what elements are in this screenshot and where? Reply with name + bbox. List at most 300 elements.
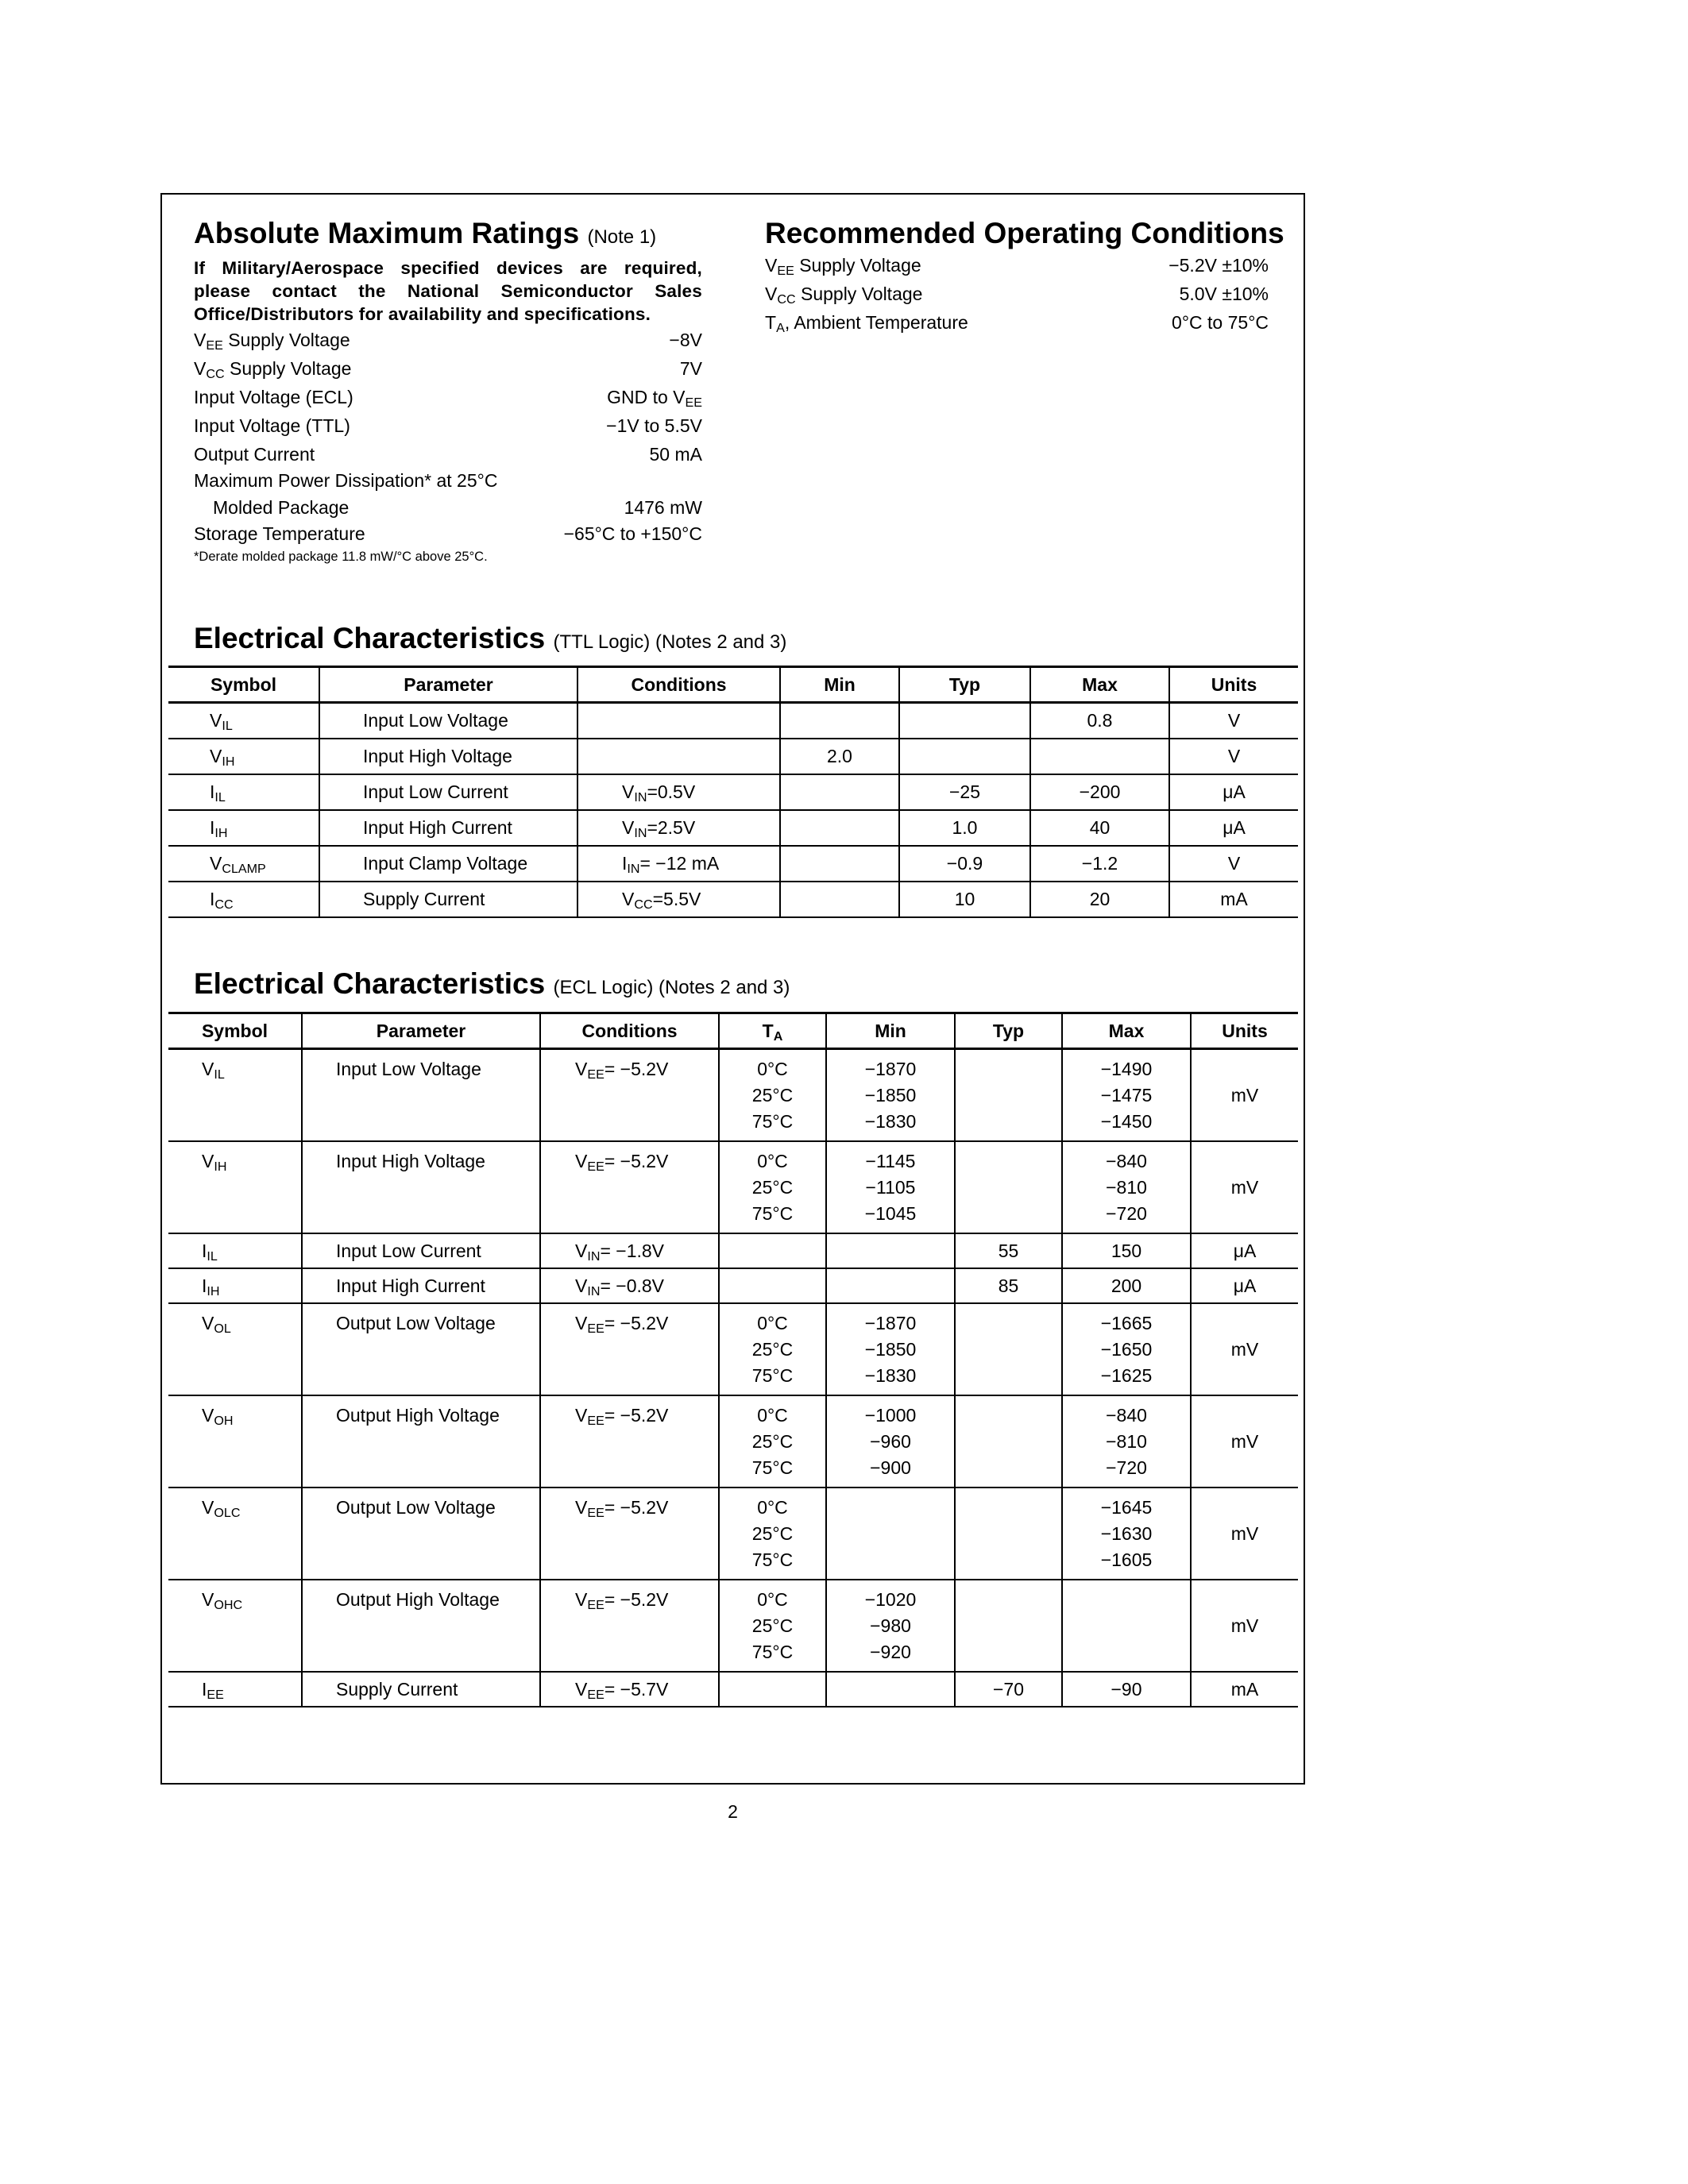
max-value: −1645: [1100, 1497, 1153, 1518]
conditions-cell: [540, 1049, 719, 1142]
table-row: [168, 1672, 1298, 1707]
table-row: [168, 1580, 1298, 1672]
typ-cell: [955, 1580, 1062, 1672]
abs-label-text: Input Voltage (ECL): [194, 387, 353, 407]
rec-op-label: [765, 308, 968, 337]
ttl-characteristics-table: [168, 666, 1298, 918]
cond-sub: IN: [587, 1248, 601, 1264]
min-value: −1145: [865, 1151, 916, 1171]
column-header: [540, 1013, 719, 1049]
ta-value: 25°C: [751, 1177, 794, 1198]
units-cell: μA: [1191, 1233, 1298, 1268]
typ-cell: [899, 703, 1030, 739]
max-cell: [1062, 1580, 1191, 1672]
min-cell: 2.0: [780, 739, 899, 774]
header-text: Conditions: [581, 1020, 678, 1041]
symbol-sub: CLAMP: [222, 862, 266, 876]
rec-label-rest: Supply Voltage: [795, 284, 923, 304]
rec-label-text: V: [765, 255, 778, 276]
cond-rest: =0.5V: [647, 781, 696, 802]
typ-cell: [955, 1672, 1062, 1707]
min-value: −1045: [864, 1203, 917, 1224]
parameter-cell: Output Low Voltage: [302, 1488, 540, 1580]
table-row: [168, 1049, 1298, 1142]
min-value: −1850: [864, 1339, 917, 1360]
parameter-cell: Supply Current: [319, 882, 577, 917]
cond-text: V: [575, 1059, 588, 1079]
abs-value-text: −1V to 5.5V: [606, 415, 702, 436]
ta-value: 0°C: [757, 1589, 788, 1610]
min-cell: [780, 846, 899, 882]
cond-text: I: [622, 853, 628, 874]
cond-sub: IN: [587, 1283, 601, 1298]
symbol-cell: [168, 1303, 302, 1395]
min-value: [827, 1238, 954, 1264]
max-value: −1625: [1100, 1365, 1153, 1386]
rec-op-label: [765, 280, 922, 308]
symbol-cell: [168, 1049, 302, 1142]
min-cell: [826, 1488, 955, 1580]
units-cell: mV: [1191, 1141, 1298, 1233]
typ-value: [956, 1613, 1061, 1639]
abs-max-label: [194, 383, 353, 411]
abs-max-value: [606, 411, 702, 440]
conditions-cell: [540, 1141, 719, 1233]
units-cell: V: [1169, 739, 1298, 774]
abs-max-value: [669, 326, 702, 354]
symbol-cell: [168, 1580, 302, 1672]
absolute-maximum-ratings: [194, 216, 702, 565]
conditions-cell: [540, 1395, 719, 1488]
symbol-sub: OH: [214, 1414, 234, 1428]
table-row: [168, 810, 1298, 846]
cond-text: V: [622, 817, 635, 838]
symbol-sub: IL: [207, 1248, 218, 1264]
max-value: −1475: [1100, 1085, 1153, 1106]
conditions-cell: [540, 1580, 719, 1672]
cond-sub: EE: [587, 1414, 605, 1428]
table-row: [168, 774, 1298, 810]
cond-text: V: [575, 1275, 588, 1296]
symbol-sub: EE: [207, 1687, 224, 1702]
abs-max-label: [194, 326, 350, 354]
typ-cell: [955, 1141, 1062, 1233]
typ-cell: [955, 1233, 1062, 1268]
max-cell: 40: [1030, 810, 1169, 846]
symbol-sub: IL: [214, 1067, 225, 1082]
symbol-cell: [168, 1141, 302, 1233]
min-value: −1850: [864, 1085, 917, 1106]
cond-sub: EE: [587, 1160, 605, 1174]
symbol-text: I: [202, 1678, 207, 1700]
max-value: −810: [1106, 1177, 1147, 1198]
units-cell: mA: [1169, 882, 1298, 917]
parameter-cell: Input Low Voltage: [302, 1049, 540, 1142]
units-cell: mV: [1191, 1580, 1298, 1672]
symbol-cell: [168, 774, 319, 810]
ta-cell: [719, 1672, 826, 1707]
rec-label-sub: EE: [777, 264, 794, 278]
ta-value: 75°C: [751, 1111, 794, 1132]
conditions-cell: [540, 1672, 719, 1707]
abs-value-sub: EE: [685, 396, 702, 410]
typ-value: [956, 1201, 1061, 1227]
column-header: [1062, 1013, 1191, 1049]
column-header: Max: [1030, 667, 1169, 703]
abs-max-label: [194, 411, 350, 440]
min-cell: [826, 1141, 955, 1233]
cond-rest: =5.5V: [652, 889, 701, 909]
conditions-cell: [577, 810, 780, 846]
parameter-cell: Input Low Current: [302, 1233, 540, 1268]
military-notice: If Military/Aerospace specified devices are required, please contact the National Semiconductor Sales Office/Distributors for availability and specifications.: [194, 258, 702, 324]
typ-value: [956, 1521, 1061, 1547]
symbol-sub: CC: [214, 897, 234, 912]
typ-value: 55: [998, 1240, 1019, 1261]
max-cell: [1062, 1672, 1191, 1707]
min-cell: [780, 774, 899, 810]
abs-max-row: [194, 383, 702, 411]
symbol-text: I: [210, 889, 215, 909]
max-cell: 0.8: [1030, 703, 1169, 739]
rec-op-value: 5.0V ±10%: [1179, 284, 1269, 304]
symbol-text: I: [202, 1275, 207, 1296]
min-value: [827, 1677, 954, 1703]
typ-cell: [955, 1303, 1062, 1395]
symbol-sub: IH: [207, 1283, 220, 1298]
ta-cell: [719, 1488, 826, 1580]
cond-rest: = −5.2V: [604, 1497, 669, 1518]
ta-value: 25°C: [751, 1339, 794, 1360]
parameter-cell: Output High Voltage: [302, 1395, 540, 1488]
column-header: [302, 1013, 540, 1049]
abs-max-row: [194, 411, 702, 440]
table-row: [168, 1268, 1298, 1303]
ta-cell: [719, 1233, 826, 1268]
rec-op-value: −5.2V ±10%: [1168, 255, 1269, 276]
symbol-cell: [168, 1395, 302, 1488]
table-row: [168, 703, 1298, 739]
symbol-sub: IH: [214, 826, 228, 840]
cond-sub: IN: [634, 826, 647, 840]
ttl-ec-subtitle: (TTL Logic) (Notes 2 and 3): [553, 631, 787, 653]
cond-rest: = −0.8V: [600, 1275, 665, 1296]
typ-value: [956, 1175, 1061, 1201]
min-value: −1000: [864, 1405, 917, 1426]
symbol-text: V: [202, 1589, 214, 1610]
abs-value-text: 7V: [679, 358, 702, 379]
conditions-cell: [577, 774, 780, 810]
cond-sub: IN: [627, 862, 640, 876]
rec-label-rest: , Ambient Temperature: [784, 312, 968, 333]
symbol-text: I: [210, 781, 215, 802]
abs-label-text: V: [194, 330, 207, 350]
typ-cell: −25: [899, 774, 1030, 810]
min-value: −1830: [864, 1111, 917, 1132]
symbol-text: V: [202, 1497, 214, 1518]
max-cell: [1062, 1049, 1191, 1142]
ta-value: 25°C: [751, 1085, 794, 1106]
cond-text: V: [622, 889, 635, 909]
cond-sub: EE: [587, 1506, 605, 1520]
max-value: −840: [1106, 1151, 1147, 1171]
symbol-cell: [168, 846, 319, 882]
min-value: −920: [870, 1642, 911, 1662]
abs-max-label: [194, 440, 315, 469]
ecl-characteristics-table: [168, 1012, 1298, 1707]
min-cell: [826, 1395, 955, 1488]
ta-value: [720, 1677, 825, 1703]
cond-sub: CC: [634, 897, 653, 912]
max-value: −840: [1106, 1405, 1147, 1426]
header-text: Max: [1108, 1020, 1145, 1041]
abs-max-value: [680, 354, 702, 383]
max-cell: 20: [1030, 882, 1169, 917]
max-cell: [1030, 739, 1169, 774]
max-value: −1605: [1100, 1549, 1153, 1570]
min-cell: [826, 1303, 955, 1395]
abs-max-label: [194, 354, 351, 383]
ta-value: 0°C: [757, 1497, 788, 1518]
typ-value: [956, 1082, 1061, 1109]
min-cell: [826, 1580, 955, 1672]
typ-cell: [955, 1049, 1062, 1142]
typ-value: [956, 1109, 1061, 1135]
parameter-cell: Input High Current: [302, 1268, 540, 1303]
ta-cell: [719, 1303, 826, 1395]
column-header: [719, 1013, 826, 1049]
derate-footnote: *Derate molded package 11.8 mW/°C above 25°C.: [194, 550, 488, 564]
cond-rest: = −1.8V: [600, 1240, 665, 1261]
max-value: 200: [1111, 1275, 1142, 1296]
abs-label-text: V: [194, 358, 207, 379]
min-cell: [780, 703, 899, 739]
units-cell: μA: [1169, 774, 1298, 810]
symbol-text: V: [202, 1313, 214, 1333]
rec-op-title: Recommended Operating Conditions: [765, 217, 1284, 249]
ta-cell: [719, 1395, 826, 1488]
max-cell: [1062, 1141, 1191, 1233]
header-sub: A: [773, 1028, 783, 1044]
cond-rest: =2.5V: [647, 817, 696, 838]
conditions-cell: [577, 703, 780, 739]
header-text: Typ: [992, 1020, 1025, 1041]
units-cell: mV: [1191, 1049, 1298, 1142]
max-value: −1650: [1100, 1339, 1153, 1360]
abs-value-text: GND to V: [607, 387, 686, 407]
cond-text: V: [575, 1240, 588, 1261]
symbol-text: V: [202, 1059, 214, 1079]
rec-label-rest: Supply Voltage: [794, 255, 921, 276]
rec-op-value: 0°C to 75°C: [1172, 312, 1269, 333]
typ-value: [956, 1587, 1061, 1613]
header-text: Symbol: [201, 1020, 268, 1041]
cond-text: V: [622, 781, 635, 802]
typ-value: [956, 1455, 1061, 1481]
cond-text: V: [575, 1589, 588, 1610]
column-header: Parameter: [319, 667, 577, 703]
table-row: [168, 882, 1298, 917]
column-header: Typ: [899, 667, 1030, 703]
rec-label-text: T: [765, 312, 777, 333]
table-row: [168, 1141, 1298, 1233]
max-cell: [1062, 1303, 1191, 1395]
column-header: [168, 1013, 302, 1049]
min-value: −1870: [864, 1313, 917, 1333]
rec-op-row: [765, 251, 1292, 280]
cond-rest: = −5.2V: [604, 1313, 669, 1333]
abs-max-row: [194, 326, 702, 354]
units-cell: V: [1169, 846, 1298, 882]
symbol-cell: [168, 1233, 302, 1268]
symbol-cell: [168, 882, 319, 917]
typ-value: [956, 1429, 1061, 1455]
conditions-cell: [540, 1303, 719, 1395]
column-header: Symbol: [168, 667, 319, 703]
header-text: Units: [1222, 1020, 1268, 1041]
table-row: [168, 1395, 1298, 1488]
min-value: −1830: [864, 1365, 917, 1386]
abs-max-row: [194, 354, 702, 383]
symbol-sub: OLC: [214, 1506, 241, 1520]
typ-cell: 1.0: [899, 810, 1030, 846]
typ-cell: [955, 1268, 1062, 1303]
units-cell: μA: [1169, 810, 1298, 846]
cond-rest: = −12 mA: [639, 853, 720, 874]
conditions-cell: [540, 1233, 719, 1268]
max-value: [1063, 1639, 1190, 1665]
ecl-ec-title: Electrical Characteristics (ECL Logic) (Notes 2 and 3): [194, 967, 790, 1000]
ta-value: [720, 1273, 825, 1299]
ta-value: 25°C: [751, 1615, 794, 1636]
conditions-cell: [540, 1488, 719, 1580]
typ-value: [956, 1495, 1061, 1521]
typ-value: −70: [992, 1678, 1024, 1700]
typ-value: [956, 1148, 1061, 1175]
power-label: Maximum Power Dissipation* at 25°C: [194, 470, 498, 491]
units-cell: μA: [1191, 1268, 1298, 1303]
ta-value: 0°C: [757, 1405, 788, 1426]
symbol-text: I: [202, 1240, 207, 1261]
min-cell: [826, 1233, 955, 1268]
min-cell: [826, 1672, 955, 1707]
symbol-cell: [168, 1268, 302, 1303]
units-cell: mV: [1191, 1303, 1298, 1395]
rec-op-row: [765, 308, 1292, 337]
symbol-sub: OL: [214, 1322, 231, 1336]
parameter-cell: Input High Voltage: [319, 739, 577, 774]
symbol-cell: [168, 810, 319, 846]
typ-value: [956, 1310, 1061, 1337]
max-value: −720: [1106, 1203, 1147, 1224]
cond-text: V: [575, 1497, 588, 1518]
conditions-cell: [577, 739, 780, 774]
column-header: [826, 1013, 955, 1049]
cond-sub: IN: [634, 790, 647, 805]
symbol-sub: OHC: [214, 1598, 243, 1612]
max-cell: −1.2: [1030, 846, 1169, 882]
max-value: −1630: [1100, 1523, 1153, 1544]
abs-max-value: [650, 440, 702, 469]
typ-value: [956, 1056, 1061, 1082]
ta-value: 75°C: [751, 1549, 794, 1570]
symbol-text: V: [210, 710, 222, 731]
parameter-cell: Output High Voltage: [302, 1580, 540, 1672]
units-cell: mA: [1191, 1672, 1298, 1707]
min-cell: [780, 882, 899, 917]
ta-value: [720, 1238, 825, 1264]
abs-label-text: Input Voltage (TTL): [194, 415, 350, 436]
typ-cell: [899, 739, 1030, 774]
min-value: −980: [870, 1615, 911, 1636]
cond-rest: = −5.2V: [604, 1405, 669, 1426]
min-value: −1020: [864, 1589, 917, 1610]
column-header: [955, 1013, 1062, 1049]
ta-cell: [719, 1141, 826, 1233]
ta-value: 25°C: [751, 1431, 794, 1452]
max-cell: −200: [1030, 774, 1169, 810]
ta-value: 75°C: [751, 1203, 794, 1224]
min-value: −960: [870, 1431, 911, 1452]
max-value: −90: [1111, 1678, 1142, 1700]
max-cell: [1062, 1395, 1191, 1488]
ta-value: 25°C: [751, 1523, 794, 1544]
parameter-cell: Supply Current: [302, 1672, 540, 1707]
column-header: Units: [1169, 667, 1298, 703]
abs-max-row: [194, 440, 702, 469]
min-value: [827, 1273, 954, 1299]
parameter-cell: Input Low Voltage: [319, 703, 577, 739]
min-value: −1870: [864, 1059, 917, 1079]
min-value: [827, 1521, 954, 1547]
cond-sub: EE: [587, 1687, 605, 1702]
abs-value-text: −8V: [669, 330, 702, 350]
symbol-cell: [168, 739, 319, 774]
abs-label-text: Output Current: [194, 444, 315, 465]
cond-rest: = −5.2V: [604, 1151, 669, 1171]
symbol-sub: IH: [222, 754, 235, 769]
cond-text: V: [575, 1678, 588, 1700]
table-row: [168, 846, 1298, 882]
conditions-cell: [577, 846, 780, 882]
ta-value: 75°C: [751, 1365, 794, 1386]
column-header: Conditions: [577, 667, 780, 703]
table-row: [168, 1303, 1298, 1395]
max-value: [1063, 1587, 1190, 1613]
table-row: [168, 1488, 1298, 1580]
min-value: [827, 1495, 954, 1521]
table-row: [168, 1233, 1298, 1268]
min-cell: [826, 1268, 955, 1303]
typ-value: [956, 1547, 1061, 1573]
parameter-cell: Input Clamp Voltage: [319, 846, 577, 882]
min-value: −1105: [865, 1177, 916, 1198]
max-value: [1063, 1613, 1190, 1639]
min-cell: [780, 810, 899, 846]
ta-value: 0°C: [757, 1151, 788, 1171]
typ-value: [956, 1363, 1061, 1389]
rec-op-row: [765, 280, 1292, 308]
ta-cell: [719, 1580, 826, 1672]
parameter-cell: Output Low Voltage: [302, 1303, 540, 1395]
typ-cell: [955, 1488, 1062, 1580]
max-value: −810: [1106, 1431, 1147, 1452]
abs-label-sub: CC: [206, 367, 225, 381]
max-cell: [1062, 1488, 1191, 1580]
abs-max-value: [607, 383, 702, 411]
symbol-text: V: [210, 853, 222, 874]
abs-max-note: (Note 1): [587, 226, 657, 248]
